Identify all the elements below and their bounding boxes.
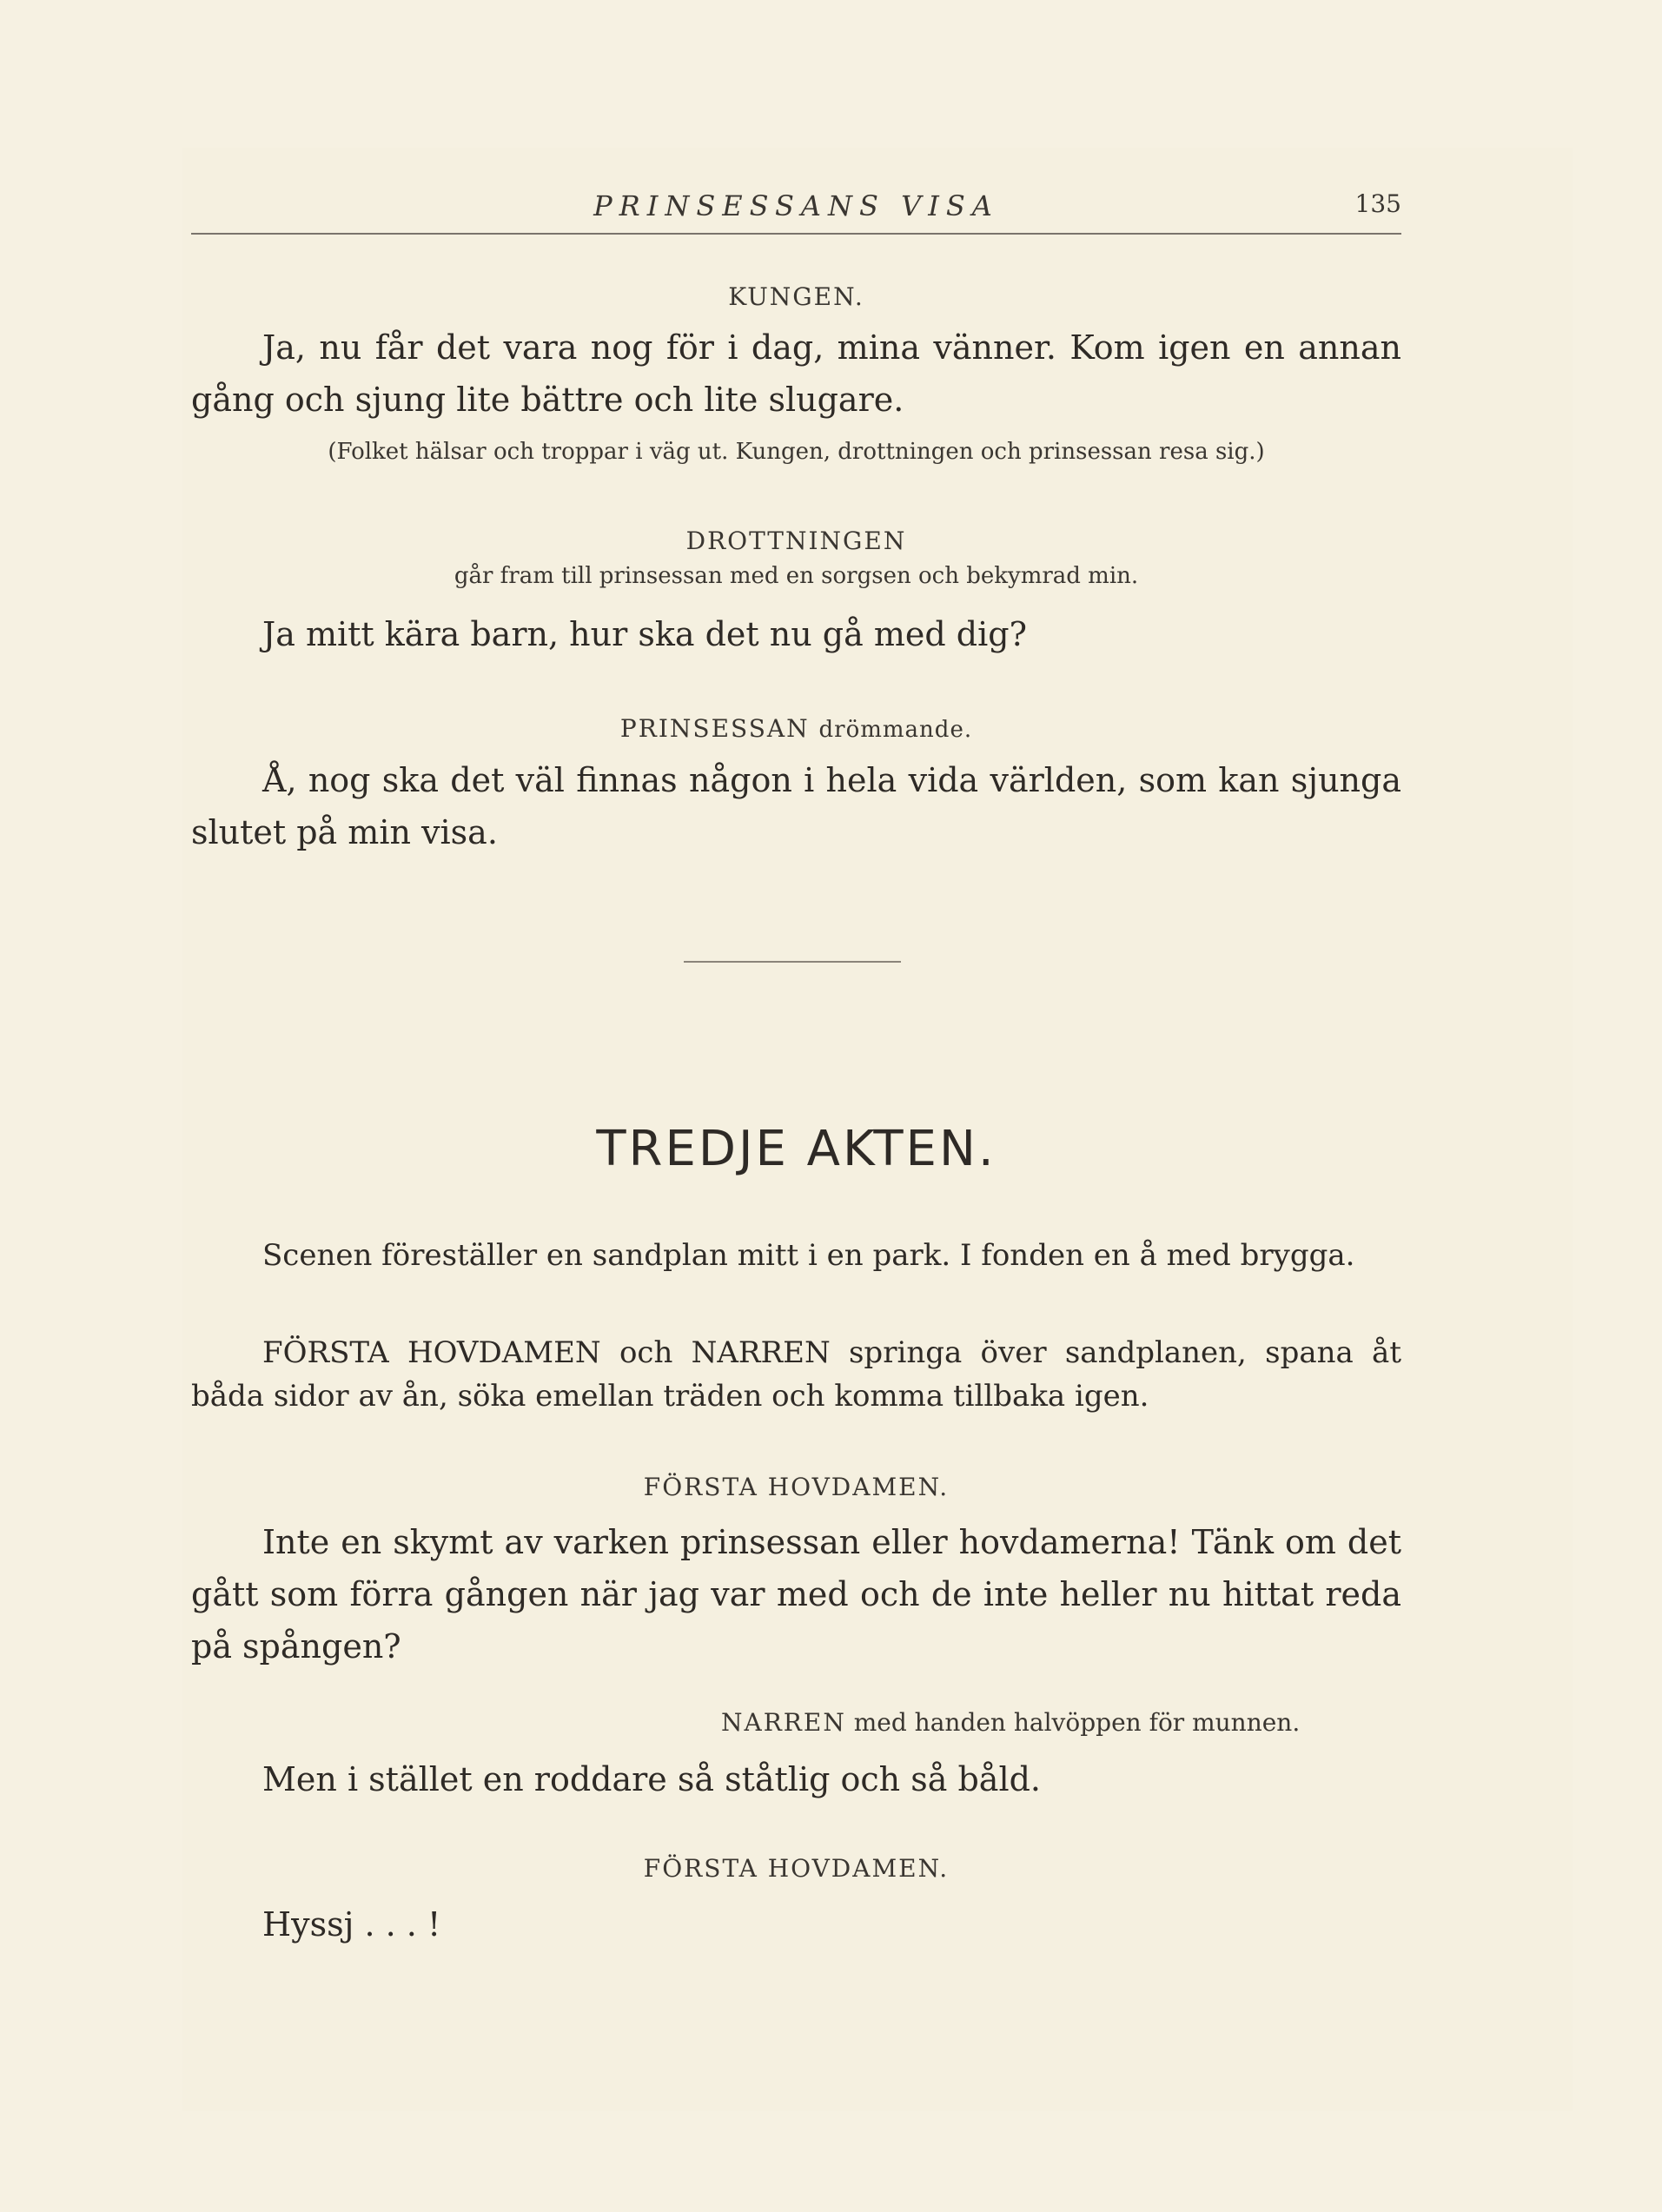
speaker-narren-note: med handen halvöppen för munnen. bbox=[853, 1708, 1301, 1737]
page-number: 135 bbox=[1354, 189, 1401, 218]
speaker-drottningen: DROTTNINGEN bbox=[685, 527, 907, 555]
dialogue-forsta-hovdamen-2: Hyssj . . . ! bbox=[262, 1905, 441, 1944]
header-rule bbox=[191, 233, 1401, 235]
act-title: TREDJE AKTEN. bbox=[596, 1121, 997, 1177]
dialogue-prinsessan: Å, nog ska det väl finnas någon i hela vida världen, som kan sjunga slutet på min visa. bbox=[191, 761, 1401, 851]
speaker-narren-name: NARREN bbox=[721, 1708, 846, 1737]
speaker-prinsessan bbox=[191, 714, 1401, 743]
dialogue-forsta-hovdamen: Inte en skymt av varken prinsessan eller hovdamerna! Tänk om det gått som förra gången när jag var med och de inte heller nu hittat reda på spången? bbox=[191, 1523, 1401, 1666]
dialogue-narren: Men i stället en roddare så ståtlig och så båld. bbox=[262, 1760, 1042, 1798]
running-title: PRINSESSANS VISA bbox=[593, 189, 999, 222]
speaker-forsta-hovdamen-2: FÖRSTA HOVDAMEN. bbox=[643, 1854, 950, 1883]
speaker-narren bbox=[721, 1708, 1300, 1737]
speaker-prinsessan-note: drömmande. bbox=[818, 717, 973, 743]
scene-description: Scenen föreställer en sandplan mitt i en park. I fonden en å med brygga. bbox=[262, 1238, 1355, 1273]
speaker-kungen: KUNGEN. bbox=[728, 282, 864, 311]
running-header bbox=[191, 189, 1401, 224]
stage-direction-drottningen: går fram till prinsessan med en sorgsen och bekymrad min. bbox=[454, 563, 1139, 589]
scene-action: FÖRSTA HOVDAMEN och NARREN springa över sandplanen, spana åt båda sidor av ån, söka emellan träden och komma tillbaka igen. bbox=[191, 1335, 1401, 1414]
dialogue-drottningen: Ja mitt kära barn, hur ska det nu gå med dig? bbox=[262, 615, 1027, 653]
dialogue-kungen: Ja, nu får det vara nog för i dag, mina vänner. Kom igen en annan gång och sjung lite bättre och lite slugare. bbox=[191, 328, 1401, 419]
section-divider bbox=[684, 961, 901, 963]
speaker-prinsessan-name: PRINSESSAN bbox=[619, 714, 810, 743]
speaker-forsta-hovdamen: FÖRSTA HOVDAMEN. bbox=[643, 1473, 950, 1501]
stage-direction-exit: (Folket hälsar och troppar i väg ut. Kungen, drottningen och prinsessan resa sig.) bbox=[328, 439, 1265, 465]
